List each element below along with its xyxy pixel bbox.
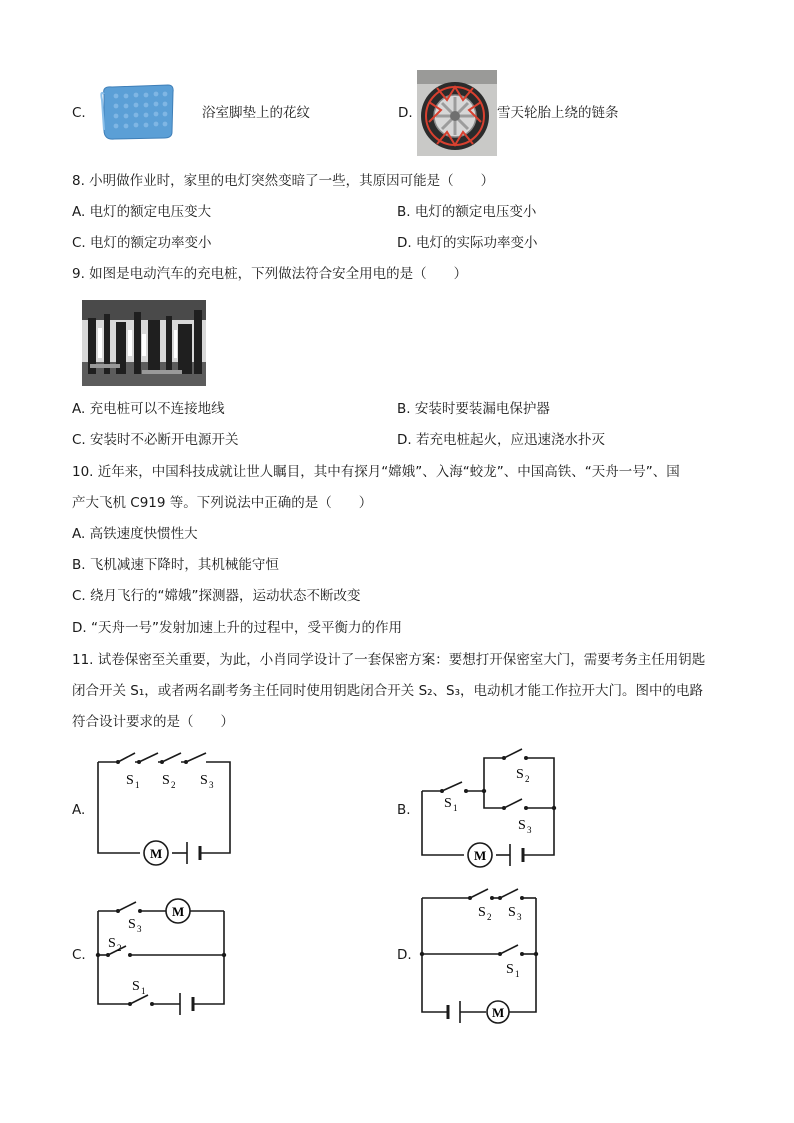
bath-mat-image [98, 82, 176, 142]
circuit-d-label-s2: S [478, 905, 486, 920]
q8-stem: 8. 小明做作业时，家里的电灯突然变暗了一些，其原因可能是（ ） [72, 173, 495, 189]
circuit-d-diagram [414, 884, 564, 1026]
q9-option-a: A. 充电桩可以不连接地线 [72, 401, 225, 417]
q10-option-c: C. 绕月飞行的“嫦娥”探测器，运动状态不断改变 [72, 588, 361, 604]
circuit-c-sub-2: 2 [117, 943, 122, 953]
circuit-c-sub-3: 3 [137, 924, 142, 934]
circuit-b-diagram [414, 748, 564, 872]
q10-option-d: D. “天舟一号”发射加速上升的过程中，受平衡力的作用 [72, 620, 402, 636]
circuit-c-label-s3: S [128, 917, 136, 932]
circuit-a-sub-2: 2 [171, 780, 176, 790]
q8-option-b: B. 电灯的额定电压变小 [397, 204, 537, 220]
circuit-c-motor-label: M [172, 904, 185, 919]
circuit-a-label-s3: S [200, 773, 208, 788]
circuit-b-sub-3: 3 [527, 825, 532, 835]
q7-option-d-text: 雪天轮胎上绕的链条 [497, 105, 619, 121]
q9-option-c: C. 安装时不必断开电源开关 [72, 432, 239, 448]
circuit-a-sub-1: 1 [135, 780, 140, 790]
q10-option-b: B. 飞机减速下降时，其机械能守恒 [72, 557, 279, 573]
q11-option-c-letter: C. [72, 947, 86, 963]
circuit-b-label-s2: S [516, 767, 524, 782]
q7-option-d-letter: D. [398, 105, 413, 121]
q10-stem-line2: 产大飞机 C919 等。下列说法中正确的是（ ） [72, 495, 373, 511]
q11-option-b-letter: B. [397, 802, 411, 818]
q9-option-b: B. 安装时要装漏电保护器 [397, 401, 550, 417]
circuit-b-sub-1: 1 [453, 803, 458, 813]
circuit-d-sub-3: 3 [517, 912, 522, 922]
q11-stem-line1: 11. 试卷保密至关重要，为此，小肖同学设计了一套保密方案：要想打开保密室大门，需要考务主任用钥匙 [72, 652, 706, 668]
circuit-b-sub-2: 2 [525, 774, 530, 784]
q9-option-d: D. 若充电桩起火，应迅速浇水扑灭 [397, 432, 605, 448]
circuit-d-motor-label: M [492, 1005, 505, 1020]
circuit-c-sub-1: 1 [141, 986, 146, 996]
circuit-d-label-s1: S [506, 962, 514, 977]
snow-chain-tire-image [417, 70, 497, 156]
circuit-b-motor-label: M [474, 848, 487, 863]
circuit-a-label-s2: S [162, 773, 170, 788]
circuit-c-diagram [90, 893, 240, 1023]
circuit-d-sub-2: 2 [487, 912, 492, 922]
circuit-a-label-s1: S [126, 773, 134, 788]
q9-stem: 9. 如图是电动汽车的充电桩，下列做法符合安全用电的是（ ） [72, 266, 468, 282]
circuit-a-sub-3: 3 [209, 780, 214, 790]
circuit-b-label-s3: S [518, 818, 526, 833]
circuit-b-label-s1: S [444, 796, 452, 811]
circuit-a-motor-label: M [150, 846, 163, 861]
circuit-c-label-s2: S [108, 936, 116, 951]
q10-option-a: A. 高铁速度快惯性大 [72, 526, 198, 542]
q8-option-d: D. 电灯的实际功率变小 [397, 235, 538, 251]
q8-option-a: A. 电灯的额定电压变大 [72, 204, 212, 220]
circuit-d-label-s3: S [508, 905, 516, 920]
circuit-d-sub-1: 1 [515, 969, 520, 979]
q10-stem-line1: 10. 近年来，中国科技成就让世人瞩目，其中有探月“嫦娥”、入海“蛟龙”、中国高铁、“天舟一号”、国 [72, 464, 680, 480]
q11-option-a-letter: A. [72, 802, 86, 818]
charging-pile-image [82, 300, 206, 386]
q11-stem-line3: 符合设计要求的是（ ） [72, 714, 234, 730]
q11-stem-line2: 闭合开关 S₁，或者两名副考务主任同时使用钥匙闭合开关 S₂、S₃，电动机才能工作拉开大门。图中的电路 [72, 683, 704, 699]
q7-option-c-letter: C. [72, 105, 86, 121]
q8-option-c: C. 电灯的额定功率变小 [72, 235, 212, 251]
circuit-c-label-s1: S [132, 979, 140, 994]
circuit-a-diagram [90, 742, 240, 866]
q7-option-c-text: 浴室脚垫上的花纹 [202, 105, 310, 121]
q11-option-d-letter: D. [397, 947, 412, 963]
